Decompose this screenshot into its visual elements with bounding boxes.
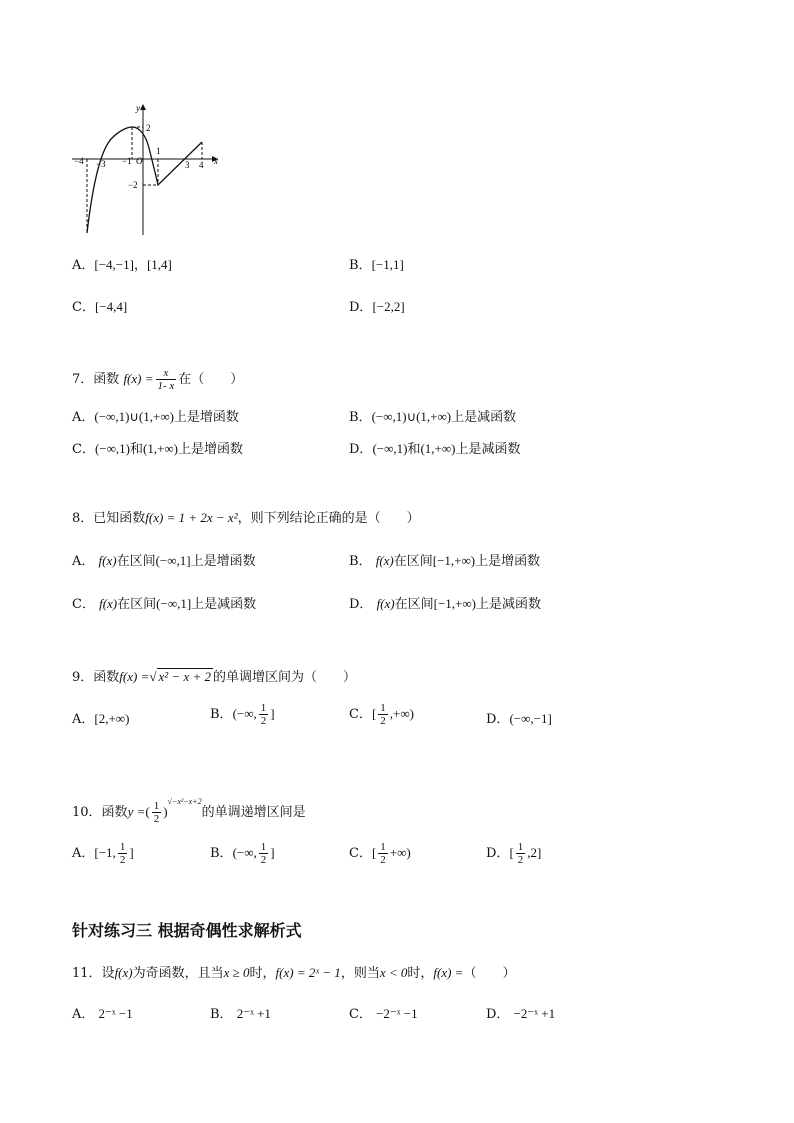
q8-option-a[interactable]	[72, 552, 256, 571]
option-math: ]	[129, 845, 134, 860]
function-expr: f(x)	[375, 553, 394, 568]
q9-option-a[interactable]	[72, 710, 129, 729]
option-math: [−4,4]	[94, 299, 128, 314]
option-label: B．	[349, 258, 372, 273]
option-math: [−2,2]	[372, 299, 405, 314]
fraction-denominator: 2	[153, 813, 160, 825]
q9-option-c[interactable]	[349, 702, 414, 727]
fraction-denominator: 1- x	[157, 380, 175, 392]
tick-m3: −3	[96, 159, 106, 169]
tick-m2: −2	[128, 180, 138, 190]
option-label: A．	[72, 1007, 95, 1022]
function-expr: f(x) = 1 + 2x − x²	[145, 510, 238, 525]
tick-m4: −4	[74, 156, 84, 166]
option-label: A．	[72, 410, 95, 425]
option-label: C．	[349, 846, 372, 861]
stem-text: （ ）	[463, 966, 516, 981]
q8-option-c[interactable]	[72, 595, 256, 614]
option-label: B．	[349, 554, 372, 569]
tick-four: 4	[199, 160, 204, 170]
q9-option-b[interactable]	[210, 702, 275, 727]
option-math: ]	[270, 706, 275, 721]
option-label: C．	[72, 300, 95, 315]
option-text: 在区间	[393, 554, 433, 569]
option-math: ,2]	[527, 845, 542, 860]
question-number: 10．	[72, 805, 102, 820]
fraction	[378, 841, 388, 866]
stem-text: 在（ ）	[178, 372, 244, 387]
q7-option-a[interactable]	[72, 408, 239, 427]
q10-option-d[interactable]	[486, 841, 541, 866]
option-label: D．	[349, 300, 373, 315]
option-text: 在区间	[116, 554, 156, 569]
q8-stem	[72, 509, 420, 528]
function-expr: f(x) =	[119, 669, 150, 684]
fraction-denominator: 2	[380, 715, 386, 727]
graph-x-label: x	[214, 156, 218, 166]
option-label: A．	[72, 554, 95, 569]
fraction-numerator: 1	[517, 841, 524, 853]
option-math: [	[371, 706, 377, 721]
stem-text: 设	[101, 966, 115, 981]
fraction-numerator: 1	[153, 800, 160, 812]
q11-option-d[interactable]	[486, 1005, 555, 1024]
option-math: [−1,+∞)	[433, 596, 476, 611]
option-label: B．	[349, 410, 372, 425]
q7-option-d[interactable]	[349, 440, 521, 459]
fraction-numerator: 1	[260, 702, 267, 714]
option-text: 上是增函数	[178, 442, 244, 457]
fraction	[516, 841, 526, 866]
fraction	[259, 702, 269, 727]
tick-o: O	[136, 156, 143, 166]
option-label: D．	[349, 442, 373, 457]
q7-option-c[interactable]	[72, 440, 243, 459]
q6-option-b[interactable]	[349, 256, 404, 275]
option-math: ]	[270, 845, 275, 860]
option-label: A．	[72, 258, 95, 273]
option-math: [−1,+∞)	[432, 553, 476, 568]
fraction	[156, 367, 177, 392]
fraction	[152, 800, 162, 825]
option-text: 在区间	[394, 597, 434, 612]
section-heading: 针对练习三 根据奇偶性求解析式	[72, 921, 302, 940]
option-math: [−4,−1]，[1,4]	[94, 257, 172, 272]
q11-option-b[interactable]	[210, 1005, 271, 1024]
function-expr: f(x)	[98, 553, 117, 568]
function-expr: f(x)	[114, 965, 133, 980]
option-text: 上是增函数	[173, 410, 239, 425]
option-text: 上是增函数	[475, 554, 541, 569]
stem-text: ，则当	[340, 966, 380, 981]
q11-option-c[interactable]	[349, 1005, 418, 1024]
stem-text: 函数	[101, 805, 128, 820]
option-math: (−∞,1)∪(1,+∞)	[371, 409, 452, 424]
option-math: (−∞,	[232, 845, 257, 860]
option-label: C．	[72, 597, 95, 612]
option-text: 上是减函数	[191, 597, 257, 612]
q6-option-c[interactable]	[72, 298, 127, 317]
function-expr: f(x) =	[123, 371, 154, 386]
option-math: [	[509, 845, 514, 860]
option-math: (−∞,−1]	[509, 711, 552, 726]
stem-text: 函数	[93, 372, 120, 387]
tick-three: 3	[185, 160, 190, 170]
option-math: [−1,	[94, 845, 116, 860]
option-label: C．	[349, 1007, 372, 1022]
q7-option-b[interactable]	[349, 408, 516, 427]
condition-expr: x < 0	[379, 965, 408, 980]
option-math: (−∞,1)	[94, 441, 130, 456]
stem-text: 函数	[93, 670, 120, 685]
tick-two: 2	[146, 123, 151, 133]
option-math: (−∞,1)∪(1,+∞)	[94, 409, 174, 424]
function-expr: f(x) = 2ˣ − 1	[275, 965, 341, 980]
option-label: D．	[486, 712, 510, 727]
question-number: 11．	[72, 966, 102, 981]
q10-option-b[interactable]	[210, 841, 275, 866]
q10-stem: 10．函数y =( $\frac{1}{2}$ )$^{√-x^2-x+2}$的单调递增区间是	[72, 797, 306, 825]
q11-option-a[interactable]	[72, 1005, 133, 1024]
fraction-numerator: 1	[119, 841, 126, 853]
function-graph	[70, 100, 230, 240]
fraction-numerator: 1	[260, 841, 267, 853]
option-math: [−1,1]	[371, 257, 404, 272]
option-label: B．	[210, 846, 233, 861]
exponent: √−x²−x+2	[167, 797, 202, 806]
fraction-numerator: x	[156, 367, 177, 380]
q10-option-c[interactable]	[349, 841, 411, 866]
fraction-numerator: 1	[380, 702, 386, 714]
function-expr: f(x)	[376, 596, 395, 611]
fraction	[118, 841, 128, 866]
option-math: −2⁻ˣ −1	[376, 1006, 418, 1021]
function-expr: y =	[127, 804, 146, 819]
option-label: C．	[72, 442, 95, 457]
option-math: (−∞,1]	[155, 553, 191, 568]
option-text: 在区间	[117, 597, 157, 612]
tick-one: 1	[156, 146, 161, 156]
option-math: ,+∞)	[389, 706, 414, 721]
option-text: 和	[129, 442, 143, 457]
function-expr: f(x) =	[433, 965, 464, 980]
stem-text: ，则下列结论正确的是（ ）	[237, 511, 420, 526]
option-math: (−∞,1)	[372, 441, 408, 456]
option-text: 和	[407, 442, 421, 457]
q11-stem	[72, 964, 515, 983]
option-label: B．	[210, 1007, 233, 1022]
q8-option-d[interactable]	[349, 595, 541, 614]
question-number: 7．	[72, 372, 94, 387]
fraction-denominator: 2	[260, 715, 267, 727]
option-text: 上是减函数	[451, 410, 517, 425]
fraction-denominator: 2	[260, 854, 267, 866]
q9-stem: 9．函数f(x) =√ x² − x + 2 的单调增区间为（ ）	[72, 669, 356, 685]
tick-m1: −1	[122, 156, 132, 166]
fraction-denominator: 2	[380, 854, 386, 866]
fraction	[378, 702, 388, 727]
option-label: D．	[486, 1007, 510, 1022]
q9-option-d[interactable]	[486, 710, 552, 729]
option-math: −2⁻ˣ +1	[513, 1006, 556, 1021]
question-number: 8．	[72, 511, 94, 526]
option-label: D．	[349, 597, 373, 612]
graph-y-label: y	[136, 103, 140, 113]
option-label: D．	[486, 846, 510, 861]
option-math: +∞)	[389, 845, 411, 860]
option-math: (1,+∞)	[420, 441, 456, 456]
option-text: 上是减函数	[475, 597, 541, 612]
option-math: (−∞,	[232, 706, 257, 721]
option-math: [	[371, 845, 377, 860]
fraction	[259, 841, 269, 866]
stem-text: 时，	[249, 966, 276, 981]
stem-text: 已知函数	[93, 511, 146, 526]
radicand: x² − x + 2	[158, 669, 211, 684]
q6-option-d[interactable]	[349, 298, 405, 317]
function-expr: f(x)	[99, 596, 118, 611]
option-text: 上是减函数	[455, 442, 521, 457]
q6-option-a[interactable]	[72, 256, 172, 275]
option-math: 2⁻ˣ +1	[236, 1006, 271, 1021]
question-number: 9．	[72, 670, 94, 685]
q10-option-a[interactable]	[72, 841, 134, 866]
fraction-denominator: 2	[517, 854, 524, 866]
option-label: B．	[210, 707, 233, 722]
q8-option-b[interactable]	[349, 552, 540, 571]
option-label: A．	[72, 846, 95, 861]
option-math: (−∞,1]	[156, 596, 192, 611]
stem-text: 时，	[407, 966, 434, 981]
option-math: (1,+∞)	[142, 441, 178, 456]
option-math: 2⁻ˣ −1	[98, 1006, 133, 1021]
stem-text: 的单调增区间为（ ）	[212, 670, 356, 685]
stem-text: 的单调递增区间是	[201, 805, 306, 820]
option-text: 上是增函数	[190, 554, 256, 569]
fraction-numerator: 1	[380, 841, 386, 853]
option-label: C．	[349, 707, 372, 722]
fraction-denominator: 2	[119, 854, 126, 866]
option-label: A．	[72, 712, 95, 727]
condition-expr: x ≥ 0	[223, 965, 250, 980]
option-math: [2,+∞)	[94, 711, 130, 726]
q7-stem	[72, 364, 243, 395]
stem-text: 为奇函数，且当	[132, 966, 224, 981]
